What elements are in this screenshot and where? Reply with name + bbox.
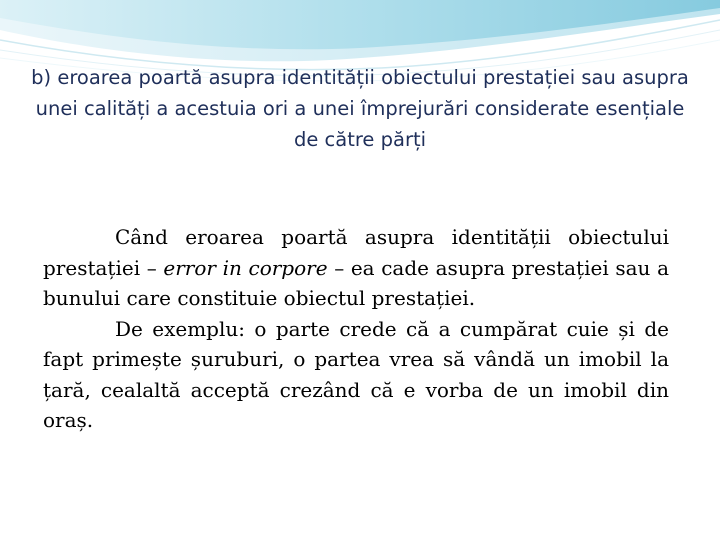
- latin-term: error in corpore: [163, 255, 328, 280]
- slide-body: [43, 222, 669, 436]
- slide-title: b) eroarea poartă asupra identității obiectului prestației sau asupra unei calități a acestuia ori a unei împrejurări considerate esențiale de către părți: [31, 66, 689, 151]
- paragraph-definition-text-start: Când eroarea poartă asupra identității obiectului prestației –: [43, 225, 669, 280]
- paragraph-definition: [43, 222, 669, 314]
- paragraph-definition-text-end: – ea cade asupra prestației sau a bunului care constituie obiectul prestației.: [43, 255, 669, 310]
- paragraph-example: De exemplu: o parte crede că a cumpărat cuie și de fapt primește șuruburi, o partea vrea să vândă un imobil la țară, cealaltă acceptă crezând că e vorba de un imobil din oraș.: [43, 316, 669, 432]
